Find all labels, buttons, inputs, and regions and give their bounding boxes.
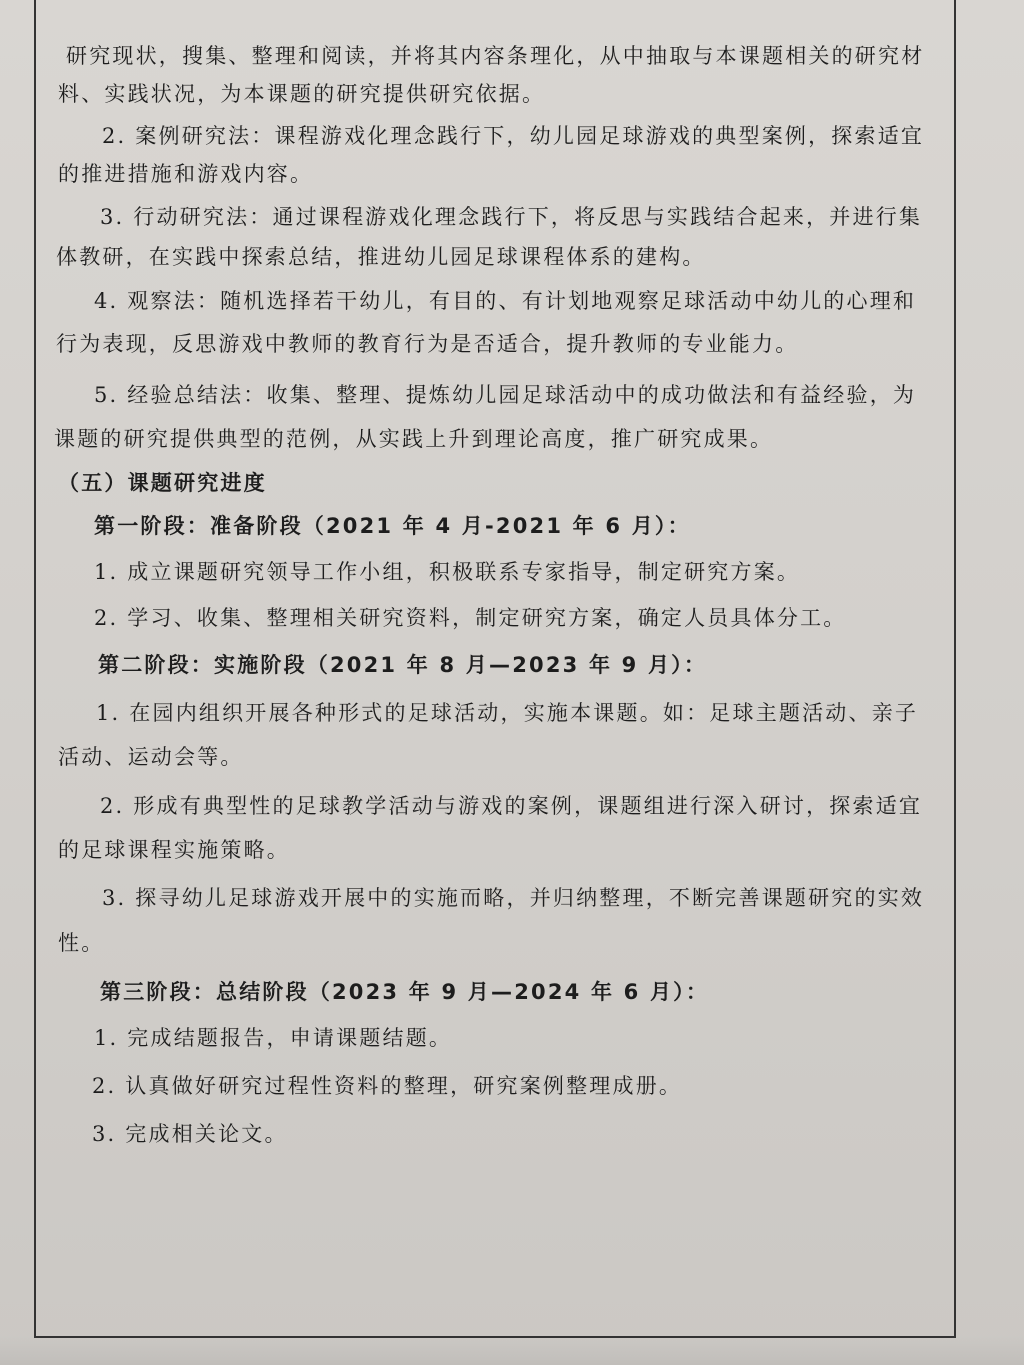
method-experience-summary: 5. 经验总结法：收集、整理、提炼幼儿园足球活动中的成功做法和有益经验，为 bbox=[94, 383, 917, 407]
phase-heading-preparation: 第一阶段：准备阶段（2021 年 4 月-2021 年 6 月）： bbox=[94, 514, 691, 538]
list-item: 2. 学习、收集、整理相关研究资料，制定研究方案，确定人员具体分工。 bbox=[94, 606, 847, 630]
text-line: 活动、运动会等。 bbox=[58, 745, 244, 769]
list-item: 1. 在园内组织开展各种形式的足球活动，实施本课题。如：足球主题活动、亲子 bbox=[96, 701, 919, 725]
list-item: 1. 成立课题研究领导工作小组，积极联系专家指导，制定研究方案。 bbox=[94, 560, 801, 584]
text-line: 料、实践状况，为本课题的研究提供研究依据。 bbox=[58, 82, 546, 106]
phase-heading-summary: 第三阶段：总结阶段（2023 年 9 月—2024 年 6 月）： bbox=[100, 980, 710, 1004]
text-line: 课题的研究提供典型的范例，从实践上升到理论高度，推广研究成果。 bbox=[54, 427, 774, 451]
text-line: 性。 bbox=[58, 931, 105, 955]
text-line: 体教研，在实践中探索总结，推进幼儿园足球课程体系的建构。 bbox=[56, 245, 706, 269]
list-item: 2. 形成有典型性的足球教学活动与游戏的案例，课题组进行深入研讨，探索适宜 bbox=[100, 794, 923, 818]
method-case-study: 2. 案例研究法：课程游戏化理念践行下，幼儿园足球游戏的典型案例，探索适宜 bbox=[102, 124, 925, 148]
method-observation: 4. 观察法：随机选择若干幼儿，有目的、有计划地观察足球活动中幼儿的心理和 bbox=[94, 289, 917, 313]
list-item: 3. 探寻幼儿足球游戏开展中的实施而略，并归纳整理，不断完善课题研究的实效 bbox=[102, 886, 925, 910]
section-heading-research-progress: （五）课题研究进度 bbox=[58, 471, 267, 495]
text-line: 行为表现，反思游戏中教师的教育行为是否适合，提升教师的专业能力。 bbox=[56, 332, 799, 356]
phase-heading-implementation: 第二阶段：实施阶段（2021 年 8 月—2023 年 9 月）： bbox=[98, 653, 708, 677]
list-item: 2. 认真做好研究过程性资料的整理，研究案例整理成册。 bbox=[92, 1074, 683, 1098]
text-line: 研究现状，搜集、整理和阅读，并将其内容条理化，从中抽取与本课题相关的研究材 bbox=[66, 44, 925, 68]
list-item: 3. 完成相关论文。 bbox=[92, 1122, 288, 1146]
page-shadow bbox=[0, 1335, 1024, 1365]
method-action-research: 3. 行动研究法：通过课程游戏化理念践行下，将反思与实践结合起来，并进行集 bbox=[100, 205, 923, 229]
text-line: 的足球课程实施策略。 bbox=[58, 838, 290, 862]
text-line: 的推进措施和游戏内容。 bbox=[58, 162, 314, 186]
list-item: 1. 完成结题报告，申请课题结题。 bbox=[94, 1026, 453, 1050]
